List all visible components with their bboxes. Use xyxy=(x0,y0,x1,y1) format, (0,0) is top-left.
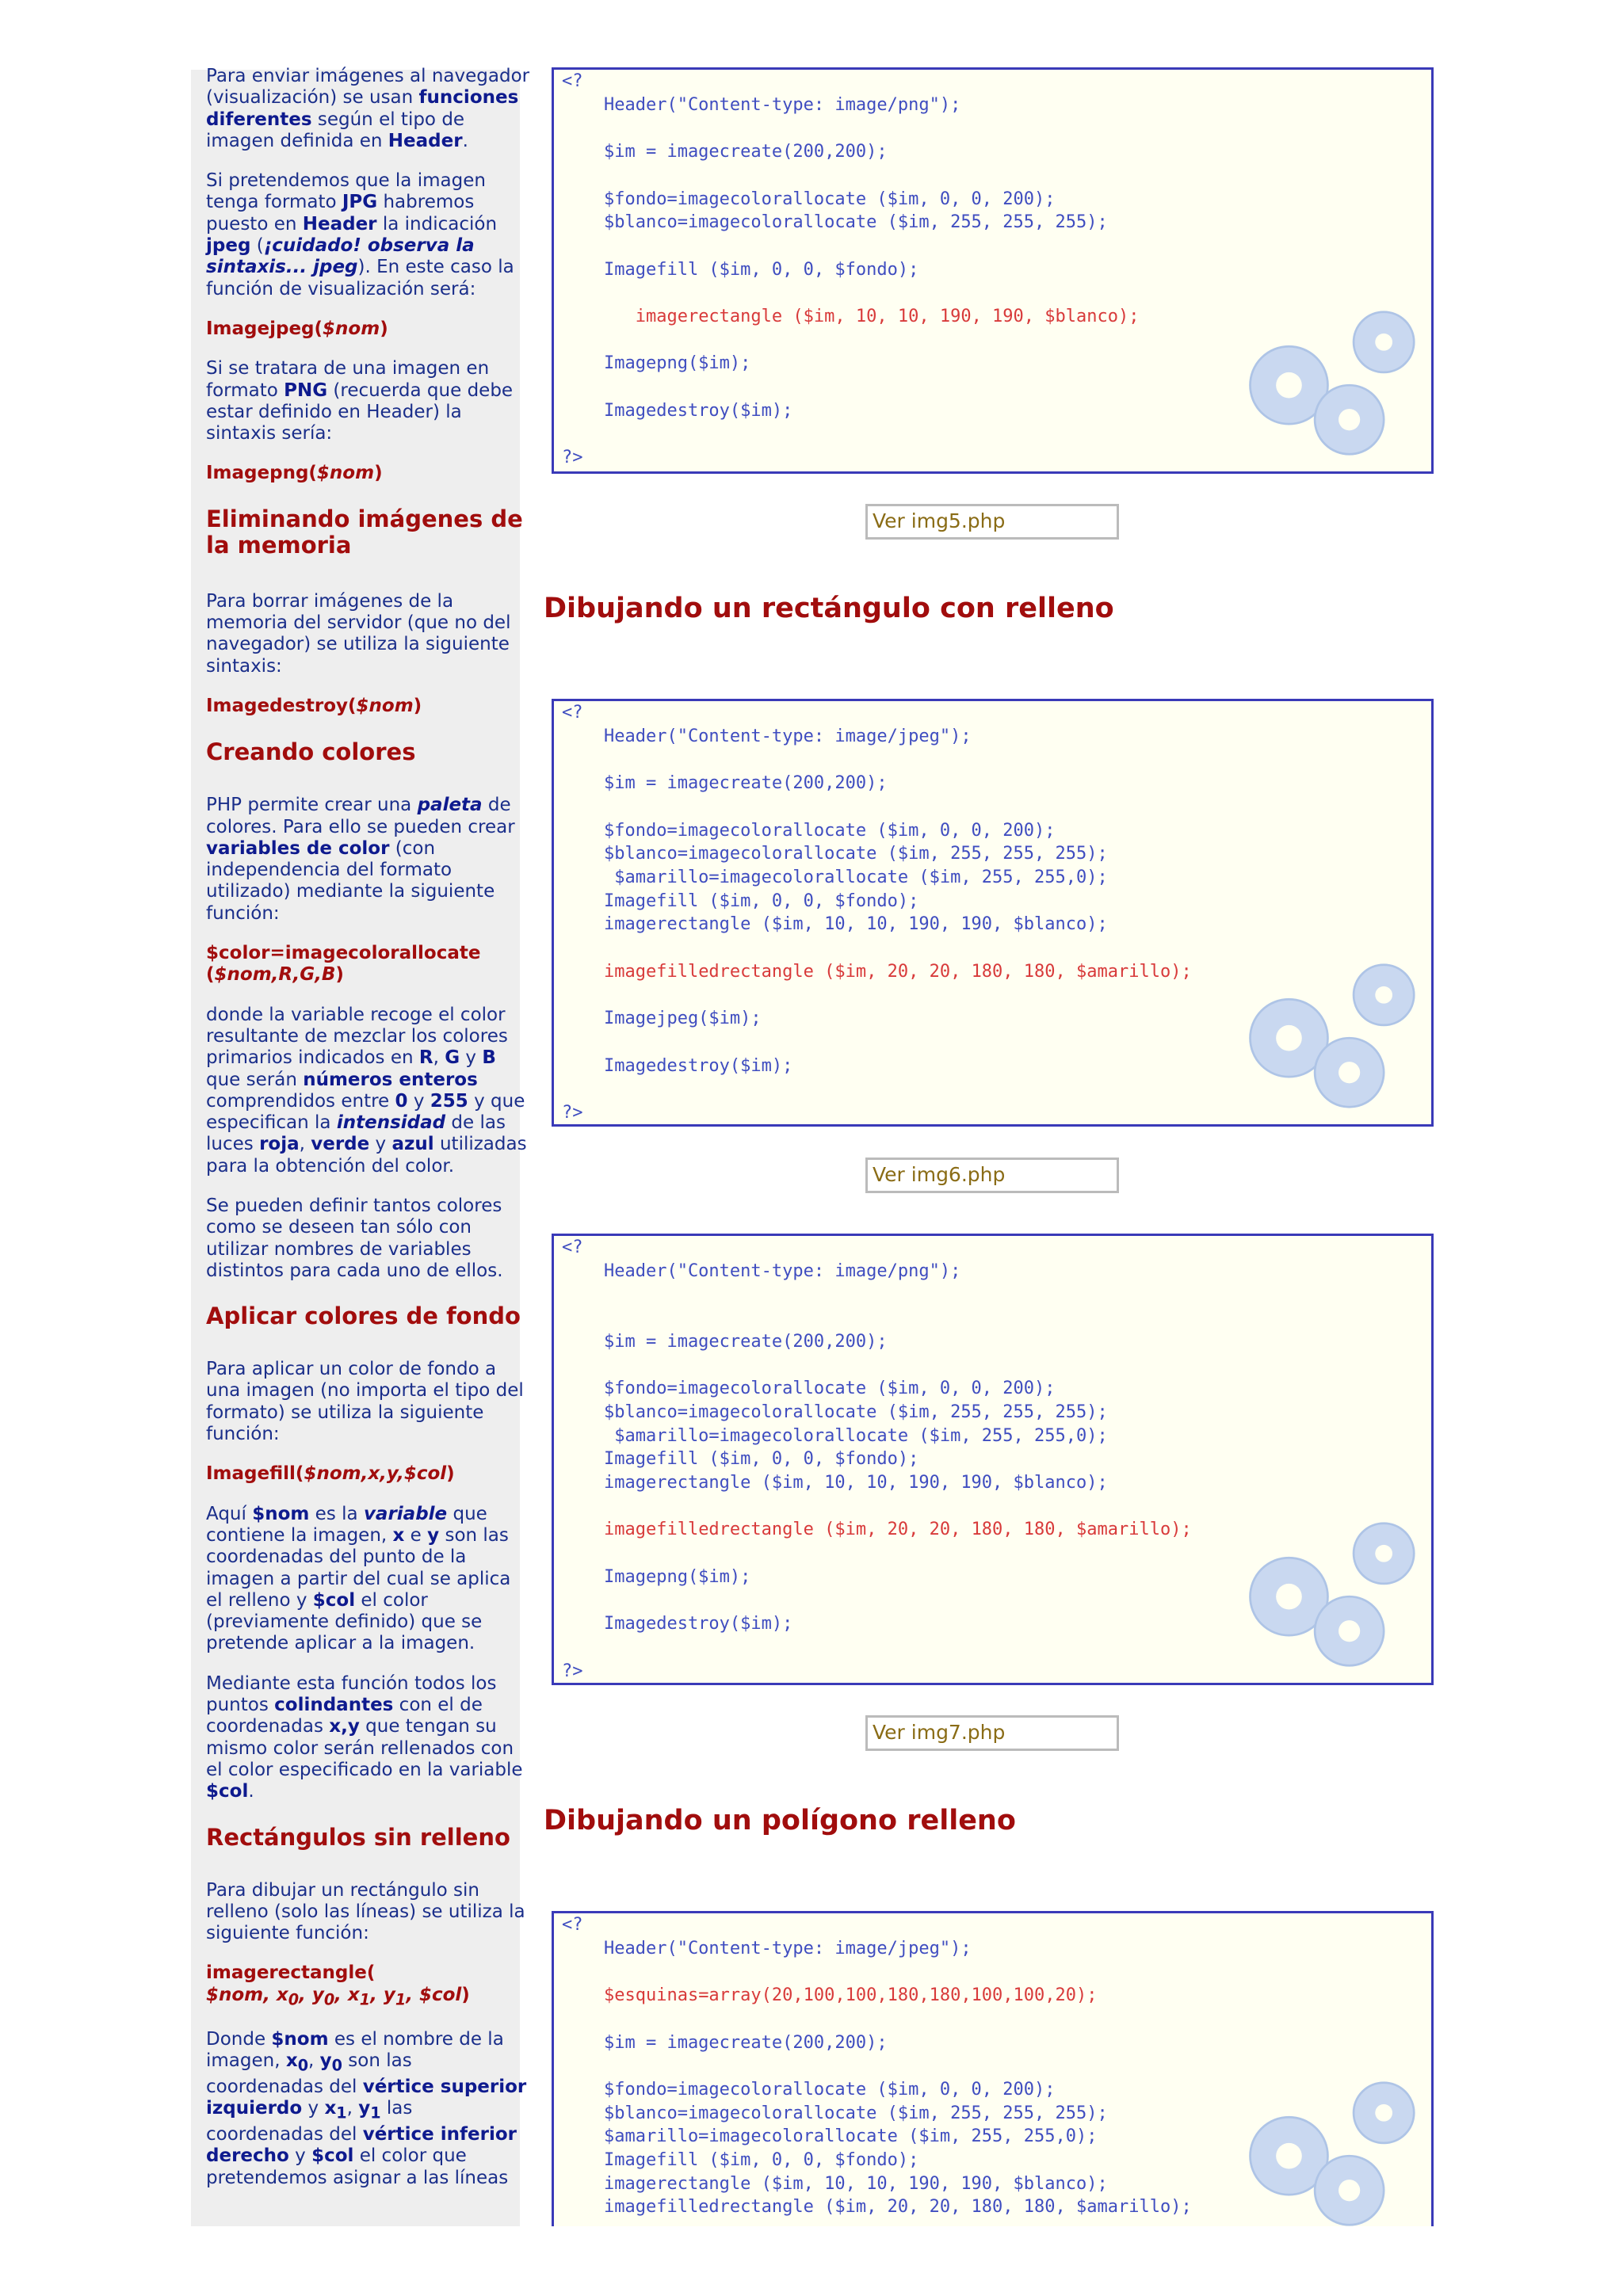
sidebar-paragraph: PHP permite crear una paleta de colores. Para ello se pueden crear variables de color (con independencia del formato utilizado) mediante la siguiente función: xyxy=(206,795,515,924)
section-heading: Rectángulos sin relleno xyxy=(206,1823,510,1851)
sidebar-paragraph: Para borrar imágenes de la memoria del servidor (que no del navegador) se utiliza la siguiente sintaxis: xyxy=(206,590,511,677)
code-box xyxy=(552,1234,1434,1685)
code-lines: Header("Content-type: image/jpeg"); $im = imagecreate(200,200); $fondo=imagecolorallocate ($im, 0, 0, 200); $blanco=imagecolorallocate ($im, 255, 255, 255); $amarillo=imagecolorallocate ($im, 255, 255,0); Imagefill ($im, 0, 0, $fondo); imagerectangle ($im, 10, 10, 190, 190, $blanco); xyxy=(603,726,1108,935)
gears-icon xyxy=(1216,1467,1431,1683)
section-heading: Aplicar colores de fondo xyxy=(206,1302,521,1330)
code-block: <? Header("Content-type: image/png"); $im = imagecreate(200,200); $fondo=imagecolorallocate ($im, 0, 0, 200); $blanco=imagecolorallocate ($im, 255, 255, 255); Imagefill ($im, 0, 0, $fondo); imagerectangle ($im, 10, 10, 190, 190, $blanco); Imagepng($im); Imagedestroy($im); ?> xyxy=(562,71,1140,468)
code-block: <? Header("Content-type: image/jpeg"); $esquinas=array(20,100,100,180,180,100,100,20); $im = imagecreate(200,200); $fondo=imagecolorallocate ($im, 0, 0, 200); $blanco=imagecolorallocate ($im, 255, 255, 255); $amarillo=imagecolorallocate ($im, 255, 255,0); Imagefill ($im, 0, 0, $fondo); imagerectangle ($im, 10, 10, 190, 190, $blanco); imagefilledrectangle ($im, 20, 20, 180, 180, $amarillo); xyxy=(562,1915,1192,2218)
sidebar-paragraph: Se pueden definir tantos colores como se deseen tan sólo con utilizar nombres de variables distintos para cada uno de ellos. xyxy=(206,1195,503,1281)
code-box xyxy=(552,1911,1434,2226)
code-box xyxy=(552,67,1434,474)
code-lines: $im = imagecreate(200,200); $fondo=imagecolorallocate ($im, 0, 0, 200); $blanco=imagecolorallocate ($im, 255, 255, 255); $amarillo=imagecolorallocate ($im, 255, 255,0); Imagefill ($im, 0, 0, $fondo); imagerectangle ($im, 10, 10, 190, 190, $blanco); imagefilledrectangle ($im, 20, 20, 180, 180, $amarillo); xyxy=(603,2032,1192,2218)
view-img7-button[interactable]: Ver img7.php xyxy=(865,1715,1119,1751)
sidebar-paragraph: Para dibujar un rectángulo sin relleno (solo las líneas) se utiliza la siguiente función: xyxy=(206,1879,525,1944)
section-heading: Eliminando imágenes de la memoria xyxy=(206,505,523,559)
section-heading: Creando colores xyxy=(206,738,416,766)
section-title: Dibujando un polígono relleno xyxy=(544,1805,1016,1836)
code-box xyxy=(552,699,1434,1127)
sidebar-paragraph: Si se tratara de una imagen en formato PNG (recuerda que debe estar definido en Header) la sintaxis sería: xyxy=(206,358,514,444)
code-lines: Header("Content-type: image/png"); $im = imagecreate(200,200); $fondo=imagecolorallocate ($im, 0, 0, 200); $blanco=imagecolorallocate ($im, 255, 255, 255); $amarillo=imagecolorallocate ($im, 255, 255,0); Imagefill ($im, 0, 0, $fondo); imagerectangle ($im, 10, 10, 190, 190, $blanco); xyxy=(603,1261,1108,1493)
sidebar-paragraph: Mediante esta función todos los puntos colindantes con el de coordenadas x,y que tengan su mismo color serán rellenados con el color especificado en la variable $col. xyxy=(206,1672,523,1802)
code-block: <? Header("Content-type: image/png"); $im = imagecreate(200,200); $fondo=imagecolorallocate ($im, 0, 0, 200); $blanco=imagecolorallocate ($im, 255, 255, 255); $amarillo=imagecolorallocate ($im, 255, 255,0); Imagefill ($im, 0, 0, $fondo); imagerectangle ($im, 10, 10, 190, 190, $blanco); imagefilledrectangle ($im, 20, 20, 180, 180, $amarillo); Imagepng($im); Imagedestroy($im); ?> xyxy=(562,1238,1192,1681)
code-lines: Header("Content-type: image/jpeg"); xyxy=(603,1938,972,1958)
highlighted-code-line: imagerectangle ($im, 10, 10, 190, 190, $blanco); xyxy=(603,307,1140,327)
code-lines: Imagepng($im); Imagedestroy($im); xyxy=(603,1566,793,1634)
function-syntax: Imagepng($nom) xyxy=(206,463,383,484)
code-lines: Imagejpeg($im); Imagedestroy($im); xyxy=(603,1009,793,1076)
sidebar-paragraph: Donde $nom es el nombre de la imagen, $x_0$, $y_0$ son las coordenadas del vértice superior izquierdo y $x_1$, $y_1$ las coordenadas del vértice inferior derecho y $col el color que pretendemos asignar a las líneas xyxy=(206,2028,527,2188)
code-lines: Imagepng($im); Imagedestroy($im); xyxy=(603,353,793,421)
function-syntax: Imagedestroy($nom) xyxy=(206,695,422,716)
sidebar-text xyxy=(206,66,531,2207)
sidebar-paragraph: Si pretendemos que la imagen tenga formato JPG habremos puesto en Header la indicación jpeg (¡cuidado! observa la sintaxis... jpeg). En este caso la función de visualización será: xyxy=(206,170,514,299)
function-syntax: imagerectangle( $nom, $x_0$, $y_0$, $x_1$, $y_1$, $col) xyxy=(206,1962,470,2009)
highlighted-code-line: imagefilledrectangle ($im, 20, 20, 180, 180, $amarillo); xyxy=(603,961,1192,982)
function-syntax: Imagejpeg($nom) xyxy=(206,318,388,339)
code-lines: Header("Content-type: image/png"); $im = imagecreate(200,200); $fondo=imagecolorallocate ($im, 0, 0, 200); $blanco=imagecolorallocate ($im, 255, 255, 255); Imagefill ($im, 0, 0, $fondo); xyxy=(603,94,1108,280)
sidebar-paragraph: donde la variable recoge el color resultante de mezclar los colores primarios indicados en R, G y B que serán números enteros comprendidos entre 0 y 255 y que especifican la intensidad de las luces roja, verde y azul utilizadas para la obtención del color. xyxy=(206,1004,527,1177)
code-block: <? Header("Content-type: image/jpeg"); $im = imagecreate(200,200); $fondo=imagecolorallocate ($im, 0, 0, 200); $blanco=imagecolorallocate ($im, 255, 255, 255); $amarillo=imagecolorallocate ($im, 255, 255,0); Imagefill ($im, 0, 0, $fondo); imagerectangle ($im, 10, 10, 190, 190, $blanco); imagefilledrectangle ($im, 20, 20, 180, 180, $amarillo); Imagejpeg($im); Imagedestroy($im); ?> xyxy=(562,703,1192,1123)
highlighted-code-line: imagefilledrectangle ($im, 20, 20, 180, 180, $amarillo); xyxy=(603,1520,1192,1540)
sidebar-paragraph: Aquí $nom es la variable que contiene la imagen, x e y son las coordenadas del punto de la imagen a partir del cual se aplica el relleno y $col el color (previamente definido) que se pretende aplicar a la imagen. xyxy=(206,1503,511,1654)
function-syntax: $color=imagecolorallocate ($nom,R,G,B) xyxy=(206,943,481,986)
gears-icon xyxy=(1216,909,1431,1124)
function-syntax: Imagefill($nom,x,y,$col) xyxy=(206,1463,455,1485)
gears-icon xyxy=(1216,256,1431,471)
sidebar-paragraph: Para aplicar un color de fondo a una imagen (no importa el tipo del formato) se utiliza la siguiente función: xyxy=(206,1359,524,1445)
highlighted-code-line: $esquinas=array(20,100,100,180,180,100,100,20); xyxy=(603,1985,1098,2006)
gears-icon xyxy=(1216,2027,1431,2226)
view-img6-button[interactable]: Ver img6.php xyxy=(865,1158,1119,1193)
section-title: Dibujando un rectángulo con relleno xyxy=(544,593,1114,624)
sidebar-paragraph: Para enviar imágenes al navegador (visualización) se usan funciones diferentes según el tipo de imagen definida en Header. xyxy=(206,66,530,151)
view-img5-button[interactable]: Ver img5.php xyxy=(865,504,1119,540)
